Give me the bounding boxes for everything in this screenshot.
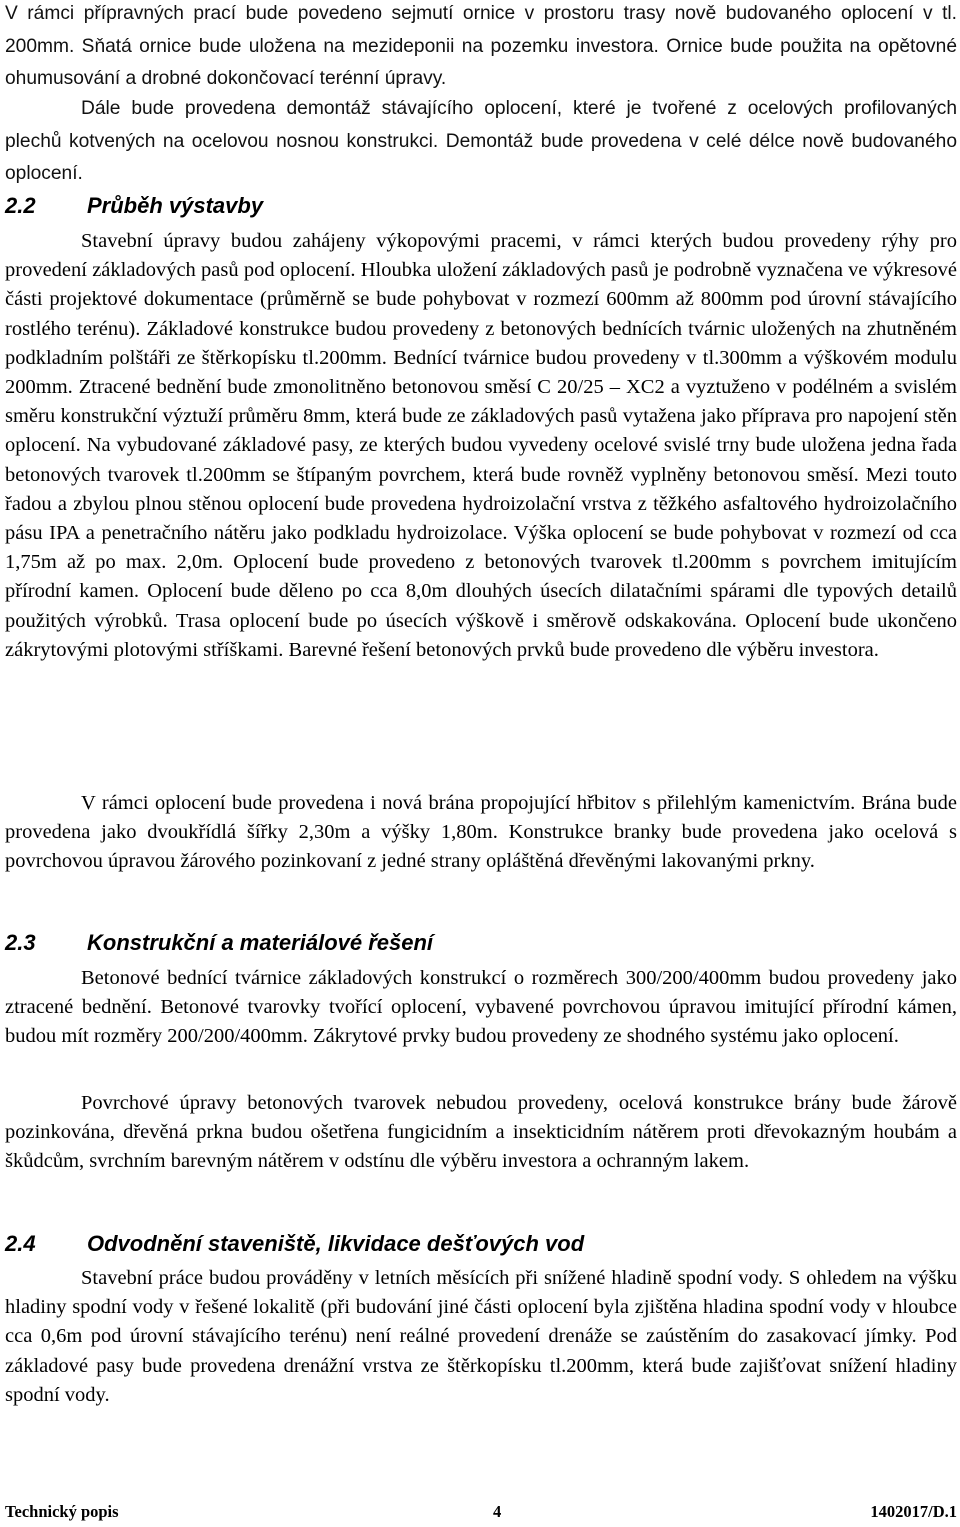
section-2-3-paragraph-2: Povrchové úpravy betonových tvarovek nebudou provedeny, ocelová konstrukce brány bude žárově pozinkována, dřevěná prkna budou ošetřena fungicidním a insekticidním nátěrem proti dřevokazným houbám a škůdcům, svrchním barevným nátěrem v odstínu dle výběru investora a ochranným lakem.	[5, 1092, 957, 1173]
section-2-2-paragraph-1: Stavební úpravy budou zahájeny výkopovými pracemi, v rámci kterých budou provedeny rýhy pro provedení základových pasů pod oplocení. Hloubka uložení základových pasů je podrobně vyznačena ve výkresové části projektové dokumentace (průměrně se bude pohybovat v rozmezí 600mm až 800mm pod úrovní stávajícího rostlého terénu). Základové konstrukce budou provedeny z betonových bednících tvárnic uložených na zhutněném podkladním polštáři ze štěrkopísku tl.200mm. Bednící tvárnice budou provedeny v tl.300mm a výškovém modulu 200mm. Ztracené bednění bude zmonolitněno betonovou směsí C 20/25 – XC2 a vyztuženo v podélném a svislém směru konstrukční výztuží průměru 8mm, která bude ze základových pasů vytažena jako příprava pro napojení stěn oplocení. Na vybudované základové pasy, ze kterých budou vyvedeny ocelové svislé trny bude uložena jedna řada betonových tvarovek tl.200mm se štípaným povrchem, která bude rovněž vyplněny betonovou směsí. Mezi touto řadou a zbylou plnou stěnou oplocení bude provedena hydroizolační vrstva z těžkého asfaltového hydroizolačního pásu IPA a penetračního nátěru jako podkladu hydroizolace. Výška oplocení se bude pohybovat v rozmezí od cca 1,75m až po max. 2,0m. Oplocení bude provedeno z betonových tvarovek tl.200mm s povrchem imitujícím přírodní kamen. Oplocení bude děleno po cca 8,0m dlouhých úsecích dilatačními spárami dle typových detailů použitých výrobků. Trasa oplocení bude po úsecích výškově i směrově odskakována. Oplocení bude ukončeno zákrytovými plotovými stříškami. Barevné řešení betonových prvků bude provedeno dle výběru investora.	[5, 230, 957, 661]
page-footer	[5, 1500, 957, 1524]
section-2-3-paragraph-1: Betonové bednící tvárnice základových konstrukcí o rozměrech 300/200/400mm budou provedeny jako ztracené bednění. Betonové tvarovky tvořící oplocení, vybavené povrchovou úpravou imitující přírodní kámen, budou mít rozměry 200/200/400mm. Zákrytové prvky budou provedeny ze shodného systému jako oplocení.	[5, 967, 957, 1048]
intro-paragraph-2: Dále bude provedena demontáž stávajícího oplocení, které je tvořené z ocelových profilovaných plechů kotvených na ocelovou nosnou konstrukci. Demontáž bude provedena v celé délce nově budovaného oplocení.	[5, 98, 957, 184]
section-heading-2-4	[5, 1230, 584, 1258]
intro-paragraph-1: V rámci přípravných prací bude povedeno sejmutí ornice v prostoru trasy nově budovaného oplocení v tl. 200mm. Sňatá ornice bude uložena na mezideponii na pozemku investora. Ornice bude použita na opětovné ohumusování a drobné dokončovací terénní úpravy.	[5, 3, 957, 89]
section-2-2-paragraph-2: V rámci oplocení bude provedena i nová brána propojující hřbitov s přilehlým kamenictvím. Brána bude provedena jako dvoukřídlá šířky 2,30m a výšky 1,80m. Konstrukce branky bude provedena jako ocelová s povrchovou úpravou žárového pozinkovaní z jedné strany opláštěná dřevěnými lakovanými prkny.	[5, 792, 957, 873]
section-heading-2-2	[5, 192, 263, 220]
section-number: 2.3	[5, 930, 36, 955]
section-title: Odvodnění staveniště, likvidace dešťových vod	[87, 1231, 585, 1256]
section-number: 2.4	[5, 1231, 36, 1256]
section-2-4-paragraph-1: Stavební práce budou prováděny v letních měsících při snížené hladině spodní vody. S ohledem na výšku hladiny spodní vody v řešené lokalitě (při budování jiné části oplocení byla zjištěna hladina spodní vody v hloubce cca 0,6m pod úrovní stávajícího terénu) není reálné provedení drenáže se zaústěním do zasakovací jímky. Pod základové pasy bude provedena drenážní vrstva ze štěrkopísku tl.200mm, která bude zajišťovat snížení hladiny spodní vody.	[5, 1267, 957, 1406]
section-title: Průběh výstavby	[87, 193, 264, 218]
section-title: Konstrukční a materiálové řešení	[87, 930, 434, 955]
footer-page-number: 4	[493, 1502, 502, 1521]
footer-document-code: 1402017/D.1	[870, 1502, 957, 1521]
section-number: 2.2	[5, 193, 36, 218]
section-heading-2-3	[5, 929, 433, 957]
footer-document-title: Technický popis	[5, 1502, 119, 1521]
